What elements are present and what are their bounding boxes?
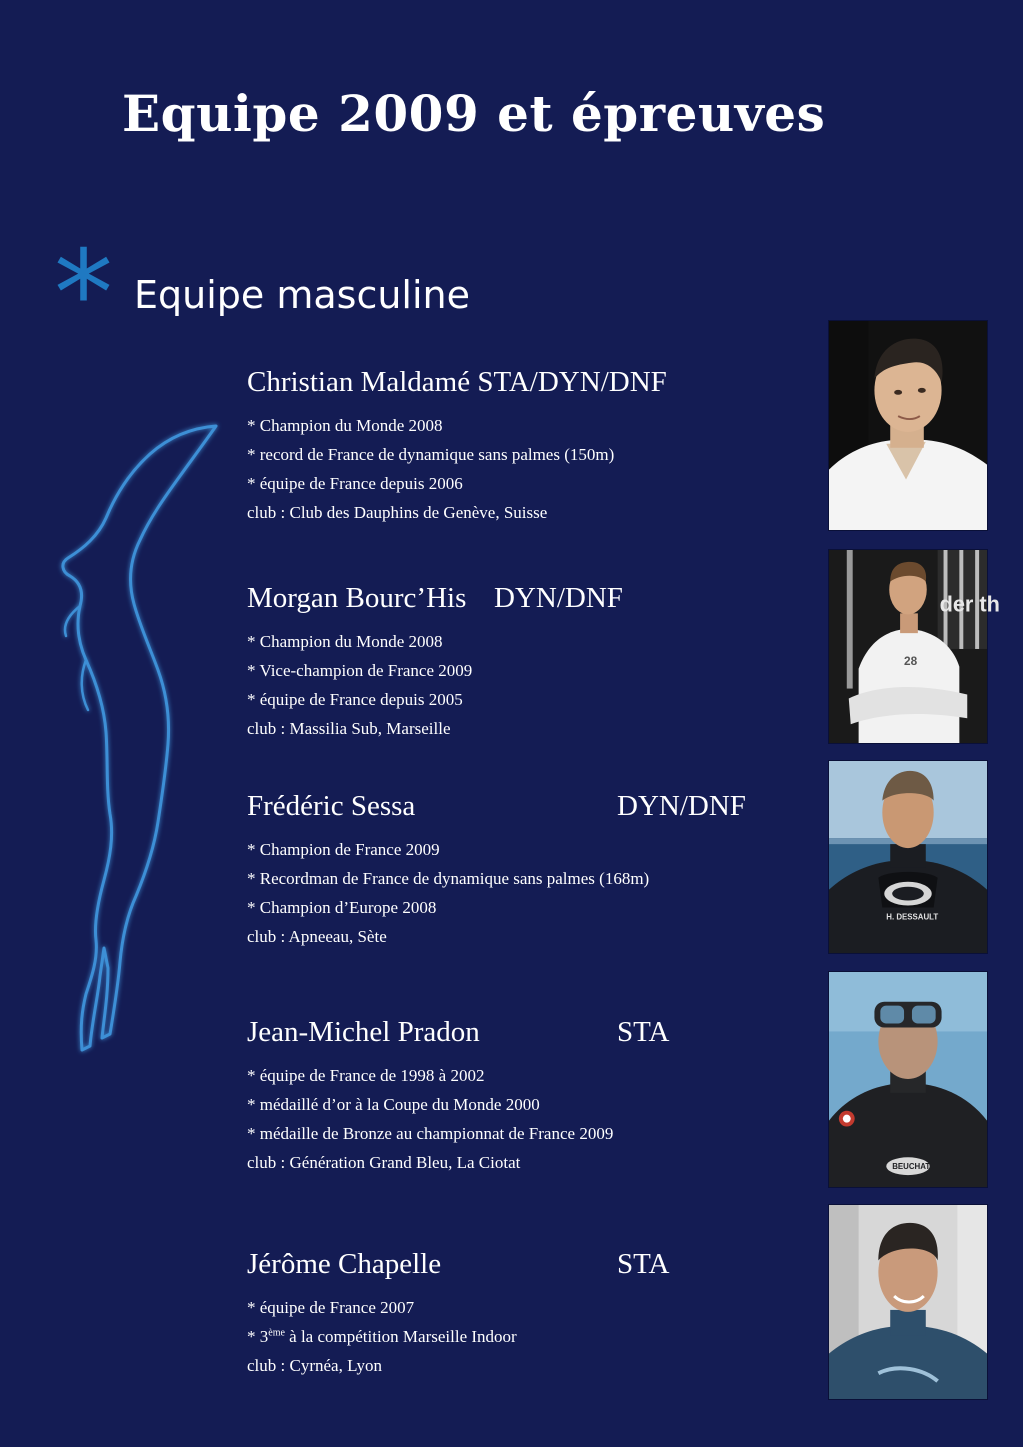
page-title: Equipe 2009 et épreuves [122,84,826,143]
section-title: Equipe masculine [134,273,471,317]
list-item: * Champion du Monde 2008 [247,632,443,651]
athlete-photo [828,760,988,954]
athlete-photo [828,320,988,531]
athlete-card [247,1243,807,1380]
athlete-events: DYN/DNF [494,582,623,614]
athlete-events: DYN/DNF [617,790,746,822]
list-item: * médaille de Bronze au championnat de France 2009 [247,1124,614,1143]
svg-text:28: 28 [904,653,918,668]
athlete-photo [828,549,1000,744]
athlete-club: club : Génération Grand Bleu, La Ciotat [247,1153,521,1172]
list-item: * médaillé d’or à la Coupe du Monde 2000 [247,1095,540,1114]
asterisk-bullet-icon: * [54,224,113,362]
list-item: * équipe de France de 1998 à 2002 [247,1066,485,1085]
athlete-name: Jean-Michel Pradon [247,1016,480,1048]
list-item: * Vice-champion de France 2009 [247,661,473,680]
rank-prefix: * 3 [247,1327,269,1346]
diver-silhouette-icon [40,410,240,1070]
portrait-image [829,321,987,530]
portrait-image [829,761,987,953]
athlete-card [247,785,807,951]
athlete-name: Frédéric Sessa [247,790,416,822]
athlete-name: Jérôme Chapelle [247,1248,442,1280]
rank-text: à la compétition Marseille Indoor [284,1327,517,1346]
athlete-card [247,1011,807,1177]
athlete-club: club : Apneeau, Sète [247,927,387,946]
athlete-club: club : Cyrnéa, Lyon [247,1356,383,1375]
athlete-name: Christian Maldamé STA/DYN/DNF [247,366,667,398]
portrait-image [829,1205,987,1399]
rank-suffix: ème [268,1327,285,1339]
athlete-details [247,1061,807,1177]
list-item: * équipe de France depuis 2005 [247,690,463,709]
svg-text:der th: der th [939,591,1000,617]
portrait-image [829,972,987,1187]
svg-text:H. DESSAULT: H. DESSAULT [886,912,939,922]
athlete-club: club : Club des Dauphins de Genève, Suisse [247,503,548,522]
athlete-details [247,411,807,527]
athlete-details [247,1293,807,1380]
athlete-details [247,627,807,743]
athlete-events: STA [617,1016,670,1048]
portrait-image [829,550,1000,743]
svg-text:BEUCHAT: BEUCHAT [892,1162,931,1172]
list-item: * Recordman de France de dynamique sans palmes (168m) [247,869,650,888]
list-item: * Champion de France 2009 [247,840,440,859]
athlete-events: STA [617,1248,670,1280]
athlete-card [247,361,807,527]
list-item: * Champion d’Europe 2008 [247,898,437,917]
athlete-photo [828,1204,988,1400]
athlete-photo [828,971,988,1188]
list-item: * équipe de France depuis 2006 [247,474,463,493]
athlete-club: club : Massilia Sub, Marseille [247,719,451,738]
list-item: * record de France de dynamique sans palmes (150m) [247,445,615,464]
athlete-details [247,835,807,951]
athlete-name: Morgan Bourc’His [247,582,467,614]
athlete-card [247,577,807,743]
list-item: * équipe de France 2007 [247,1298,415,1317]
list-item [247,1322,807,1351]
list-item: * Champion du Monde 2008 [247,416,443,435]
